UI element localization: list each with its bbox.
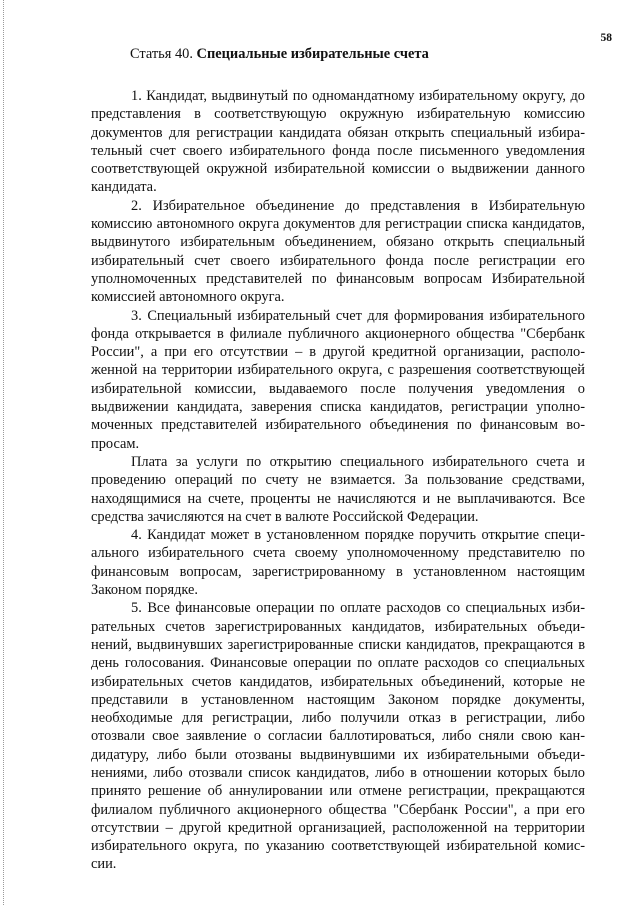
article-prefix: Статья 40.	[130, 46, 197, 62]
paragraph-3: 3. Специальный избирательный счет для формирования избирательного фонда открывается в филиале публичного акционерного общества "Сбербанк России", а при его отсутствии – в другой кредитной организации, расположенной на территории избирательного округа, с разрешения соответствующей избирательной комиссии, выдаваемого после получения уведомления о выдвижении кандидата, заверения списка кандидатов, регистрации уполномоченных представителей избирательного объединения по финансовым вопросам.	[91, 307, 585, 452]
article-body	[91, 87, 585, 874]
paragraph-4: 4. Кандидат может в установленном порядке поручить открытие специального избирательного счета своему уполномоченному представителю по финансовым вопросам, зарегистрированному в установленном настоящим Законом порядке.	[91, 527, 585, 599]
paragraph-5: 5. Все финансовые операции по оплате расходов со специальных избирательных счетов зарегистрированных кандидатов, избирательных объединений, выдвинувших зарегистрированные списки кандидатов, прекращаются в день голосования. Финансовые операции по оплате расходов со специальных избирательных счетов кандидатов, избирательных объединений, которые не представили в установленном настоящим Законом порядке документы, необходимые для регистрации, либо получили отказ в регистрации, либо отозвали свое заявление о согласии баллотироваться, либо сняли свою кандидатуру, либо были отозваны выдвинувшими их избирательными объединениями, либо отозвали список кандидатов, либо в отношении которых было принято решение об аннулировании или отмене регистрации, прекращаются филиалом публичного акционерного общества "Сбербанк России", а при его отсутствии – другой кредитной организацией, расположенной на территории избирательного округа, по указанию соответствующей избирательной комиссии.	[91, 600, 585, 873]
paragraph-3-fee: Плата за услуги по открытию специального избирательного счета и проведению операций по счету не взимается. За пользование средствами, находящимися на счете, проценты не начисляются и не выплачиваются. Все средства зачисляются на счет в валюте Российской Федерации.	[91, 453, 585, 525]
paragraph-2: 2. Избирательное объединение до представления в Избирательную комиссию автономного округа документов для регистрации списка кандидатов, выдвинутого избирательным объединением, обязано открыть специальный избирательный счет своего избирательного фонда после регистрации его уполномоченных представителей по финансовым вопросам Избирательной комиссией автономного округа.	[91, 197, 585, 306]
page-edge-dots	[3, 0, 5, 905]
paragraph-1: 1. Кандидат, выдвинутый по одномандатному избирательному округу, до представления в соответствующую окружную избирательную комиссию документов для регистрации кандидата обязан открыть специальный избирательный счет своего избирательного фонда после письменного уведомления соответствующей окружной избирательной комиссии о выдвижении данного кандидата.	[91, 88, 585, 196]
article-title: Специальные избирательные счета	[196, 46, 429, 62]
article-heading	[130, 45, 429, 63]
page-number: 58	[600, 32, 612, 44]
